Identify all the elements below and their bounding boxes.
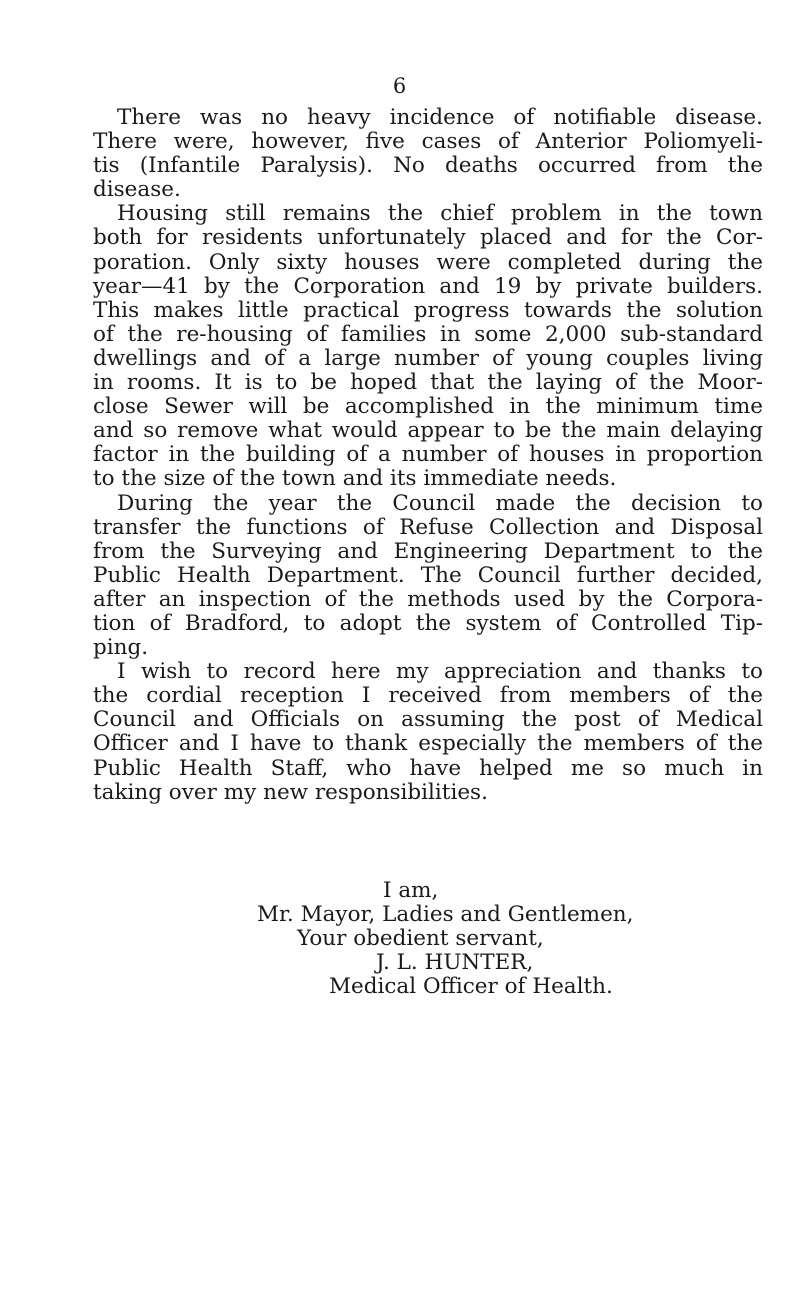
text-line: Officer and I have to thank especially the members of the — [93, 731, 763, 757]
text-line: ping. — [93, 635, 149, 661]
text-line: There were, however, five cases of Anterior Poliomyeli- — [93, 129, 763, 155]
closing-address: Mr. Mayor, Ladies and Gentlemen, — [257, 902, 634, 928]
paragraph-appreciation — [93, 660, 763, 805]
text-line: disease. — [93, 177, 181, 203]
text-line: and so remove what would appear to be the main delaying — [93, 418, 763, 444]
text-line: both for residents unfortunately placed and for the Cor- — [93, 225, 763, 251]
text-line: close Sewer will be accomplished in the minimum time — [93, 394, 763, 420]
signatory-name: J. L. HUNTER, — [376, 950, 534, 976]
text-line: factor in the building of a number of houses in proportion — [93, 442, 763, 468]
closing-salutation: I am, — [383, 878, 439, 903]
text-line: the cordial reception I received from members of the — [93, 683, 763, 709]
paragraph-housing — [93, 202, 763, 491]
text-line: dwellings and of a large number of young couples living — [93, 345, 763, 371]
text-line: There was no heavy incidence of notifiable disease. — [117, 105, 763, 130]
text-line: During the year the Council made the decision to — [117, 490, 763, 516]
page-number: 6 — [392, 74, 408, 98]
text-line: to the size of the town and its immediate needs. — [93, 466, 617, 492]
text-line: transfer the functions of Refuse Collection and Disposal — [93, 514, 763, 540]
text-line: in rooms. It is to be hoped that the laying of the Moor- — [93, 370, 763, 396]
text-line: from the Surveying and Engineering Department to the — [93, 538, 763, 564]
text-line: Council and Officials on assuming the post of Medical — [93, 707, 763, 733]
text-line: Housing still remains the chief problem in the town — [117, 201, 763, 227]
text-line: tis (Infantile Paralysis). No deaths occurred from the — [93, 153, 763, 179]
text-line: taking over my new responsibilities. — [93, 779, 488, 805]
report-body — [93, 106, 763, 805]
text-line: This makes little practical progress towards the solution — [93, 297, 763, 323]
text-line: year—41 by the Corporation and 19 by private builders. — [93, 273, 763, 299]
text-line: tion of Bradford, to adopt the system of Controlled Tip- — [93, 610, 763, 636]
closing-valediction: Your obedient servant, — [297, 926, 544, 952]
text-line: poration. Only sixty houses were completed during the — [93, 249, 763, 275]
text-line: Public Health Staff, who have helped me so much in — [93, 755, 763, 781]
text-line: Public Health Department. The Council further decided, — [93, 562, 763, 588]
signatory-title: Medical Officer of Health. — [329, 974, 613, 1000]
paragraph-refuse-collection — [93, 492, 763, 661]
letter-closing — [0, 879, 800, 999]
text-line: after an inspection of the methods used by the Corpora- — [93, 586, 763, 612]
text-line: of the re-housing of families in some 2,000 sub-standard — [93, 321, 763, 347]
paragraph-notifiable-disease — [93, 106, 763, 202]
text-line: I wish to record here my appreciation and thanks to — [117, 659, 763, 685]
